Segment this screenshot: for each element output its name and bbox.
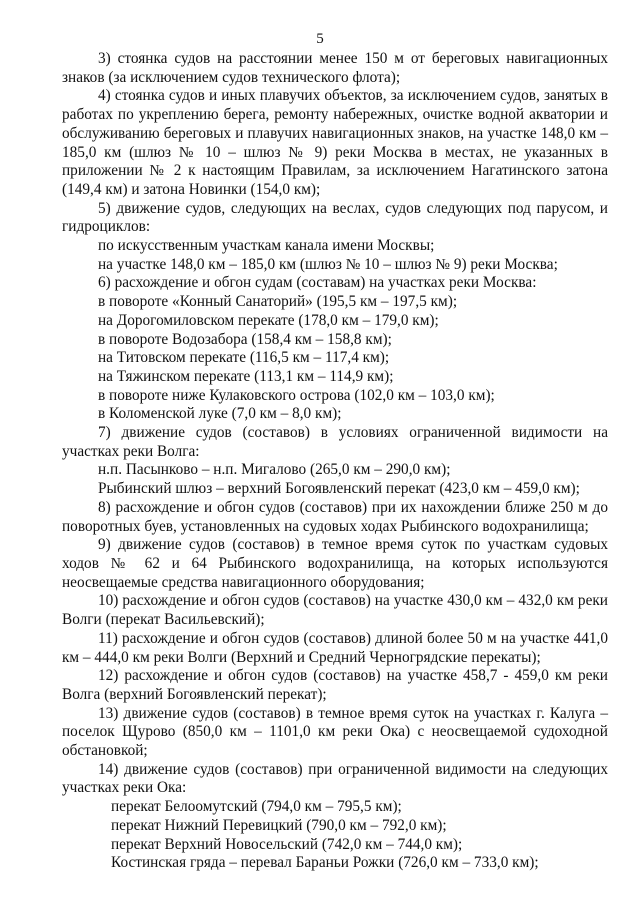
item-6-sub-3: в повороте Водозабора (158,4 км – 158,8 км); <box>98 330 392 348</box>
item-7-sub-2: Рыбинский шлюз – верхний Богоявленский перекат (423,0 км – 459,0 км); <box>98 480 580 498</box>
item-10: 10) расхождение и обгон судов (составов) на участке 430,0 км – 432,0 км реки Волги (перекат Васильевский); <box>62 592 608 629</box>
item-11: 11) расхождение и обгон судов (составов) длиной более 50 м на участке 441,0 км – 444,0 км реки Волги (Верхний и Средний Черногрядские перекаты); <box>62 629 608 666</box>
item-4: 4) стоянка судов и иных плавучих объектов, за исключением судов, занятых в работах по укреплению берега, ремонту набережных, очистке водной акватории и обслуживанию береговых и плавучих навигационных знаков, на участке 148,0 км – 185,0 км (шлюз № 10 – шлюз № 9) реки Москва в местах, не указанных в приложении № 2 к настоящим Правилам, за исключением Нагатинского затона (149,4 км) и затона Новинки (154,0 км); <box>62 87 608 198</box>
item-8: 8) расхождение и обгон судов (составов) при их нахождении ближе 250 м до поворотных буев, установленных на судовых ходах Рыбинского водохранилища; <box>62 498 608 535</box>
item-14-sub-4: Костинская гряда – перевал Бараньи Рожки (726,0 км – 733,0 км); <box>111 854 539 872</box>
item-6-sub-7: в Коломенской луке (7,0 км – 8,0 км); <box>98 405 342 423</box>
page-number: 5 <box>316 31 324 47</box>
item-14: 14) движение судов (составов) при ограниченной видимости на следующих участках реки Ока: <box>62 760 608 797</box>
item-13: 13) движение судов (составов) в темное время суток на участках г. Калуга – поселок Щурово (850,0 км – 1101,0 км реки Ока) с неосвещаемой судоходной обстановкой; <box>62 704 608 760</box>
item-14-sub-3: перекат Верхний Новосельский (742,0 км – 744,0 км); <box>111 835 463 853</box>
item-9: 9) движение судов (составов) в темное время суток по участкам судовых ходов № 62 и 64 Рыбинского водохранилища, на которых используются неосвещаемые средства навигационного оборудования; <box>62 536 608 591</box>
item-6-sub-4: на Титовском перекате (116,5 км – 117,4 км); <box>98 349 390 367</box>
item-14-sub-1: перекат Белоомутский (794,0 км – 795,5 км); <box>111 798 402 816</box>
item-7: 7) движение судов (составов) в условиях ограниченной видимости на участках реки Волга: <box>62 424 608 460</box>
item-6-sub-1: в повороте «Конный Санаторий» (195,5 км – 197,5 км); <box>98 293 458 311</box>
item-3: 3) стоянка судов на расстоянии менее 150 м от береговых навигационных знаков (за исключением судов технического флота); <box>62 50 608 86</box>
item-5: 5) движение судов, следующих на веслах, судов следующих под парусом, и гидроциклов: <box>62 199 608 236</box>
item-14-sub-2: перекат Нижний Перевицкий (790,0 км – 792,0 км); <box>111 816 447 834</box>
item-6-sub-2: на Дорогомиловском перекате (178,0 км – 179,0 км); <box>98 311 439 329</box>
item-6-sub-5: на Тяжинском перекате (113,1 км – 114,9 км); <box>98 367 394 385</box>
item-6: 6) расхождение и обгон судам (составам) на участках реки Москва: <box>98 274 537 292</box>
item-5-sub-2: на участке 148,0 км – 185,0 км (шлюз № 10 – шлюз № 9) реки Москва; <box>98 255 558 273</box>
item-5-sub-1: по искусственным участкам канала имени Москвы; <box>98 237 435 255</box>
document-body <box>62 50 608 873</box>
item-12: 12) расхождение и обгон судов (составов) на участке 458,7 - 459,0 км реки Волга (верхний Богоявленский перекат); <box>62 667 608 703</box>
item-7-sub-1: н.п. Пасынково – н.п. Мигалово (265,0 км – 290,0 км); <box>98 461 451 479</box>
item-6-sub-6: в повороте ниже Кулаковского острова (102,0 км – 103,0 км); <box>98 386 495 404</box>
